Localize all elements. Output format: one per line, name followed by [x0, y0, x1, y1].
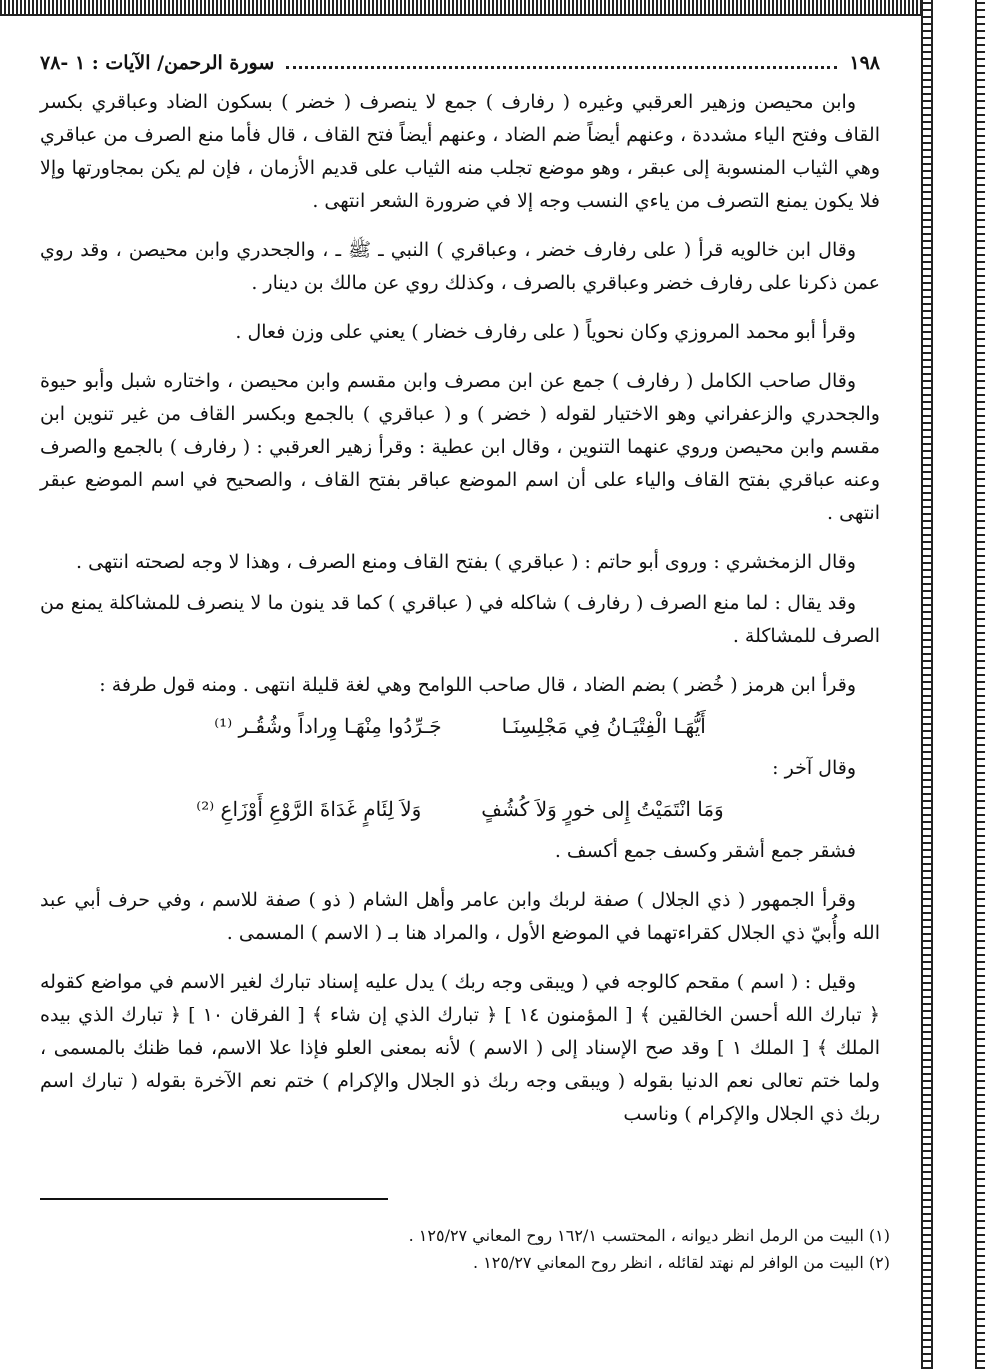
paragraph: وقيل : ( اسم ) مقحم كالوجه في ( ويبقى وجه ربك ) يدل عليه إسناد تبارك لغير الاسم في مواضع كقوله ﴿ تبارك الله أحسن الخالقين ﴾ [ المؤمنون ١٤ ] ﴿ تبارك الذي إن شاء ﴾ [ الفرقان ١٠ ] ﴿ تبارك الذي بيده الملك ﴾ [ الملك ١ ] وقد صح الإسناد إلى ( الاسم ) لأنه بمعنى العلو فإذا علا الاسم، فما ظنك بالمسمى ، ولما ختم تعالى نعم الدنيا بقوله ( ويبقى وجه ربك ذو الجلال والإكرام ) ختم نعم الآخرة بقوله ( تبارك اسم ربك ذي الجلال والإكرام ) وناسب: [40, 971, 880, 1125]
verse-hemistich: أَيُّهَـا الْفِتْيَـانُ فِي مَجْلِسِنَـا: [501, 714, 706, 738]
verse-hemistich: وَمَا انْتَمَيْتُ إِلى خورٍ وَلاَ كُشُفٍ: [481, 797, 724, 821]
poem-verse-2: [40, 789, 880, 829]
footnote: (١) البيت من الرمل انظر ديوانه ، المحتسب ١٦٢/١ روح المعاني ١٢٥/٢٧ .: [408, 1226, 890, 1245]
ornamental-border-top: [0, 0, 985, 16]
poem-verse-1: [40, 706, 880, 746]
paragraph: وقال صاحب الكامل ( رفارف ) جمع عن ابن مصرف وابن مقسم وابن محيصن ، واختاره شبل وأبو حيوة والجحدري والزعفراني وهو الاختيار لقوله ( خضر ) و ( عباقري ) بالجمع وبكسر القاف من غير تنوين ابن مقسم وابن محيصن وروي عنهما التنوين ، وقال ابن عطية : وقرأ زهير العرقبي : ( رفارف ) بالجمع والصرف وعنه عباقري بفتح القاف والياء على أن اسم الموضع عباقر بفتح القاف ، والصحيح في اسم الموضع عبقر انتهى .: [40, 370, 880, 524]
paragraph: وقرأ أبو محمد المروزي وكان نحوياً ( على رفارف خضار ) يعني على وزن فعال .: [235, 321, 856, 343]
header-leader-dots: [286, 66, 837, 69]
verse-intro: وقال آخر :: [772, 757, 856, 779]
verse-hemistich: جَـرِّدُوا مِنْهَـا وِراداً وشُقُـر ⁽¹⁾: [214, 714, 442, 738]
running-title: سورة الرحمن/ الآيات : ١ -٧٨: [40, 52, 275, 74]
page-header: [40, 52, 880, 86]
footnotes: [40, 1222, 890, 1276]
paragraph: وقال ابن خالويه قرأ ( على رفارف خضر ، وعباقري ) النبي ـ ﷺ ـ ، والجحدري وابن محيصن ، وقد روي عمن ذكرنا على رفارف خضر وعباقري بالصرف ، وكذلك روي عن مالك بن دينار .: [40, 239, 880, 294]
footnote: (٢) البيت من الوافر لم نهتد لقائله ، انظر روح المعاني ١٢٥/٢٧ .: [472, 1253, 890, 1272]
paragraph: وقرأ ابن هرمز ( خُضر ) بضم الضاد ، قال صاحب اللوامح وهي لغة قليلة انتهى . ومنه قول طرفة :: [99, 674, 856, 696]
verse-hemistich: وَلاَ لِئَامٍ غَدَاةَ الرَّوْعِ أَوْزَاعِ ⁽²⁾: [196, 797, 422, 821]
page-number: ١٩٨: [849, 52, 880, 74]
paragraph: وقال الزمخشري : وروى أبو حاتم : ( عباقري ) بفتح القاف ومنع الصرف ، وهذا لا وجه لصحته انتهى .: [75, 551, 856, 573]
ornamental-border-right: [921, 0, 985, 1369]
page-body: [40, 52, 880, 1131]
paragraph: وقد يقال : لما منع الصرف ( رفارف ) شاكله في ( عباقري ) كما قد ينون ما لا ينصرف للمشاكلة يمنع من الصرف للمشاكلة .: [40, 592, 880, 647]
paragraph: فشقر جمع أشقر وكسف جمع أكسف .: [554, 840, 856, 862]
paragraph: وقرأ الجمهور ( ذي الجلال ) صفة لربك وابن عامر وأهل الشام ( ذو ) صفة للاسم ، وفي حرف أبي عبد الله وأُبيّ ذي الجلال كقراءتهما في الموضع الأول ، والمراد هنا بـ ( الاسم ) المسمى .: [40, 889, 880, 944]
footnote-rule: [40, 1198, 388, 1200]
paragraph: وابن محيصن وزهير العرقبي وغيره ( رفارف ) جمع لا ينصرف ( خضر ) بسكون الضاد وعباقري بكسر القاف وفتح الياء مشددة ، وعنهم أيضاً ضم الضاد ، وعنهم أيضاً فتح القاف ، قال فأما منع الصرف من عباقري وهي الثياب المنسوبة إلى عبقر ، وهو موضع تجلب منه الثياب على قديم الأزمان ، فإن لم يكن بمجاورتها وإلا فلا يكون يمنع التصرف من ياءي النسب وجه إلا في ضرورة الشعر انتهى .: [40, 91, 880, 212]
